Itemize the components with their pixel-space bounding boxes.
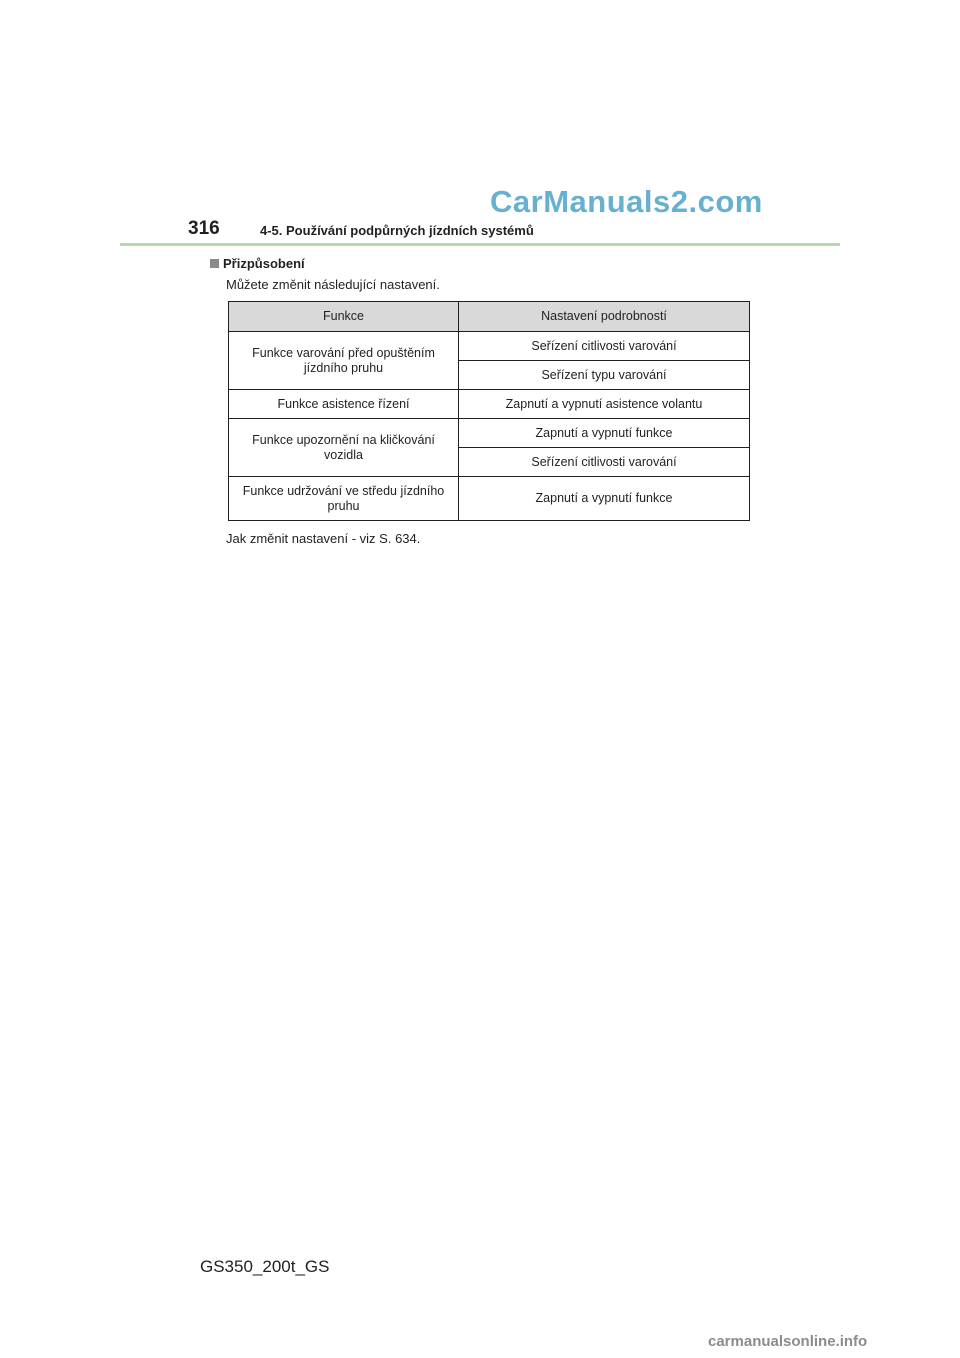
sub-heading (210, 256, 305, 271)
watermark-logo: CarManuals2.com (490, 184, 763, 219)
table-header-row (229, 302, 750, 332)
note-text: Jak změnit nastavení - viz S. 634. (226, 531, 421, 546)
detail-cell: Zapnutí a vypnutí funkce (459, 477, 750, 521)
column-header-details: Nastavení podrobností (459, 302, 750, 332)
table-row (229, 477, 750, 521)
watermark-footer: carmanualsonline.info (708, 1333, 868, 1350)
settings-table (228, 301, 750, 521)
detail-cell: Seřízení typu varování (459, 361, 750, 390)
page-header (0, 0, 960, 250)
section-title: 4-5. Používání podpůrných jízdních systémů (260, 223, 534, 238)
intro-text: Můžete změnit následující nastavení. (226, 277, 440, 292)
column-header-function: Funkce (229, 302, 459, 332)
function-cell: Funkce asistence řízení (229, 390, 459, 419)
detail-cell: Zapnutí a vypnutí funkce (459, 419, 750, 448)
header-divider (120, 243, 840, 246)
function-cell: Funkce varování před opuštěním jízdního pruhu (229, 332, 459, 390)
table-row (229, 390, 750, 419)
function-cell: Funkce upozornění na kličkování vozidla (229, 419, 459, 477)
detail-cell: Seřízení citlivosti varování (459, 448, 750, 477)
footer-model-code: GS350_200t_GS (200, 1257, 330, 1276)
function-cell: Funkce udržování ve středu jízdního pruhu (229, 477, 459, 521)
sub-heading-label: Přizpůsobení (223, 256, 305, 271)
page-number: 316 (188, 218, 220, 239)
table-row (229, 419, 750, 448)
table-row (229, 332, 750, 361)
detail-cell: Seřízení citlivosti varování (459, 332, 750, 361)
detail-cell: Zapnutí a vypnutí asistence volantu (459, 390, 750, 419)
square-bullet-icon (210, 259, 219, 268)
